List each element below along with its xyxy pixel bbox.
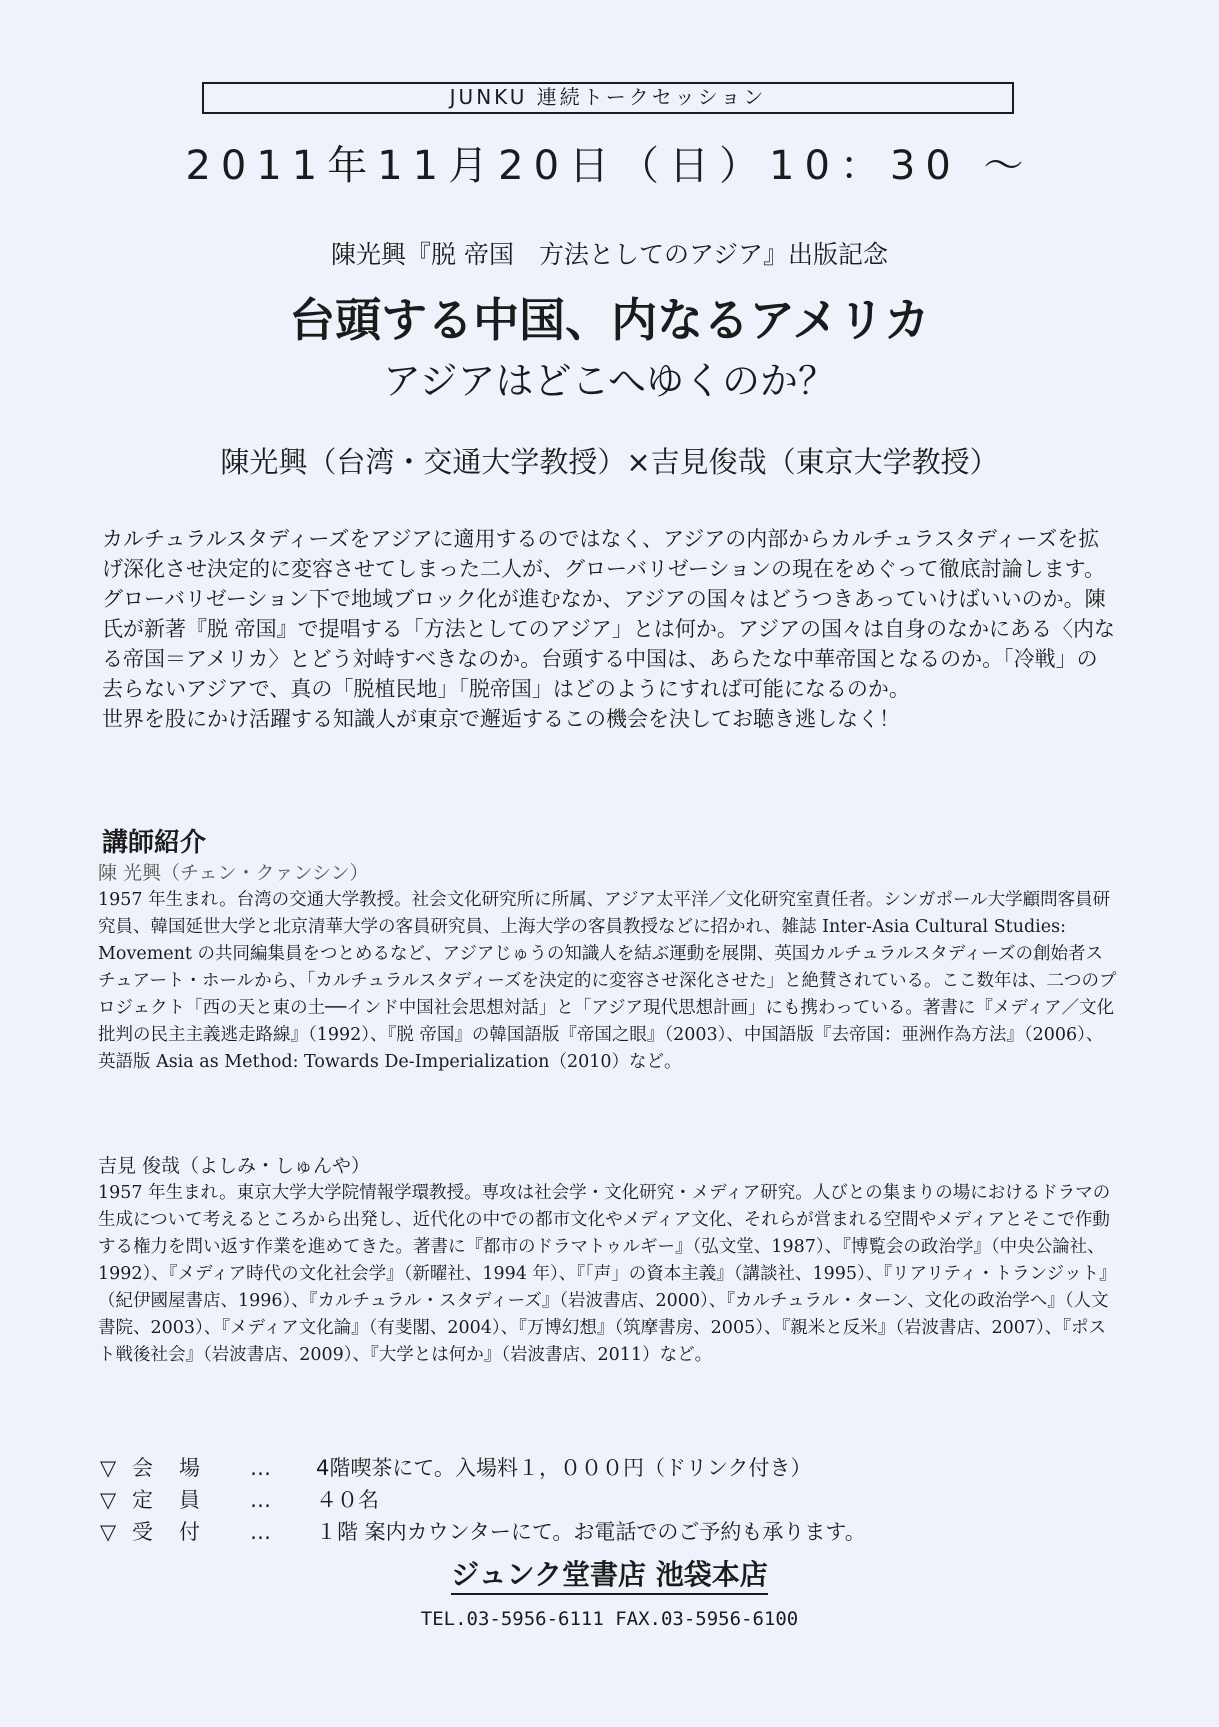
info-dots: … [250, 1456, 271, 1480]
store-name [0, 1556, 1219, 1594]
series-label: JUNKU 連続トークセッション [449, 85, 767, 109]
event-title: 台頭する中国、内なるアメリカ [289, 293, 930, 347]
info-dots: … [250, 1488, 271, 1512]
intro-paragraph: 世界を股にかけ活躍する知識人が東京で邂逅するこの機会を決してお聴き逃しなく！ [102, 707, 900, 731]
event-title-sub: アジアはどこへゆくのか？ [383, 359, 836, 403]
event-subtitle: 陳光興『脱 帝国 方法としてのアジア』出版記念 [331, 240, 888, 269]
intro-paragraph: カルチュラルスタディーズをアジアに適用するのではなく、アジアの内部からカルチュラスタディーズを拡げ深化させ決定的に変容させてしまった二人が、グローバリゼーションの現在をめぐって徹底討論します。 [102, 527, 1105, 581]
info-key: 定員 [132, 1488, 226, 1512]
event-datetime: 2011年11月20日（日）10：30 〜 [185, 143, 1034, 189]
triangle-icon: ▽ [100, 1488, 117, 1512]
info-row [100, 1484, 1000, 1516]
store-name-text: ジュンク堂書店 池袋本店 [451, 1558, 768, 1595]
lecturer-bio [98, 860, 1120, 1076]
info-value: １階 案内カウンターにて。お電話でのご予約も承ります。 [316, 1520, 866, 1544]
info-value: ４０名 [316, 1488, 379, 1512]
event-info [100, 1452, 1000, 1548]
lecturer-bio [98, 1153, 1120, 1369]
event-speakers: 陳光興（台湾・交通大学教授）×吉見俊哉（東京大学教授） [220, 445, 999, 479]
lecturer-name: 吉見 俊哉（よしみ・しゅんや） [98, 1155, 371, 1177]
triangle-icon: ▽ [100, 1520, 117, 1544]
intro-text [102, 524, 1117, 734]
store-contact: TEL.03-5956-6111 FAX.03-5956-6100 [420, 1608, 799, 1630]
info-key: 受付 [132, 1520, 226, 1544]
info-row [100, 1452, 1000, 1484]
triangle-icon: ▽ [100, 1456, 117, 1480]
info-dots: … [250, 1520, 271, 1544]
lecturer-name: 陳 光興（チェン・クァンシン） [98, 862, 369, 884]
lecturer-bio-text: 1957 年生まれ。台湾の交通大学教授。社会文化研究所に所属、アジア太平洋／文化研究室責任者。シンガポール大学顧問客員研究員、韓国延世大学と北京清華大学の客員研究員、上海大学の客員教授などに招かれ、雑誌 Inter-Asia Cultural Studies: Movement の共同編集員をつとめるなど、アジアじゅうの知識人を結ぶ運動を展開、英国カルチュラルスタディーズの創始者スチュアート・ホールから、「カルチュラルスタディーズを決定的に変容させ深化させた」と絶賛されている。ここ数年は、二つのプロジェクト「西の天と東の土──インド中国社会思想対話」と「アジア現代思想計画」にも携わっている。著書に『メディア／文化批判の民主主義逃走路線』（1992）、『脱 帝国』の韓国語版『帝国之眼』（2003）、中国語版『去帝国：亜洲作為方法』（2006）、英語版 Asia as Method: Towards De-Imperialization（2010）など。 [98, 890, 1117, 1072]
lecturers-heading: 講師紹介 [102, 828, 207, 858]
info-row [100, 1516, 1000, 1548]
series-banner [202, 82, 1014, 114]
lecturer-bio-text: 1957 年生まれ。東京大学大学院情報学環教授。専攻は社会学・文化研究・メディア研究。人びとの集まりの場におけるドラマの生成について考えるところから出発し、近代化の中での都市文化やメディア文化、それらが営まれる空間やメディアとそこで作動する権力を問い返す作業を進めてきた。著書に『都市のドラマトゥルギー』（弘文堂、1987）、『博覧会の政治学』（中央公論社、1992）、『メディア時代の文化社会学』（新曜社、1994 年）、『「声」の資本主義』（講談社、1995）、『リアリティ・トランジット』（紀伊國屋書店、1996）、『カルチュラル・スタディーズ』（岩波書店、2000）、『カルチュラル・ターン、文化の政治学へ』（人文書院、2003）、『メディア文化論』（有斐閣、2004）、『万博幻想』（筑摩書房、2005）、『親米と反米』（岩波書店、2007）、『ポスト戦後社会』（岩波書店、2009）、『大学とは何か』（岩波書店、2011）など。 [98, 1183, 1117, 1365]
info-key: 会場 [132, 1456, 226, 1480]
info-value: 4階喫茶にて。入場料１，０００円（ドリンク付き） [316, 1456, 812, 1480]
intro-paragraph: グローバリゼーション下で地域ブロック化が進むなか、アジアの国々はどうつきあっていけばいいのか。陳氏が新著『脱 帝国』で提唱する「方法としてのアジア」とは何か。アジアの国々は自身のなかにある〈内なる帝国＝アメリカ〉とどう対峙すべきなのか。台頭する中国は、あらたな中華帝国となるのか。「冷戦」の去らないアジアで、真の「脱植民地」「脱帝国」はどのようにすれば可能になるのか。 [102, 587, 1115, 701]
